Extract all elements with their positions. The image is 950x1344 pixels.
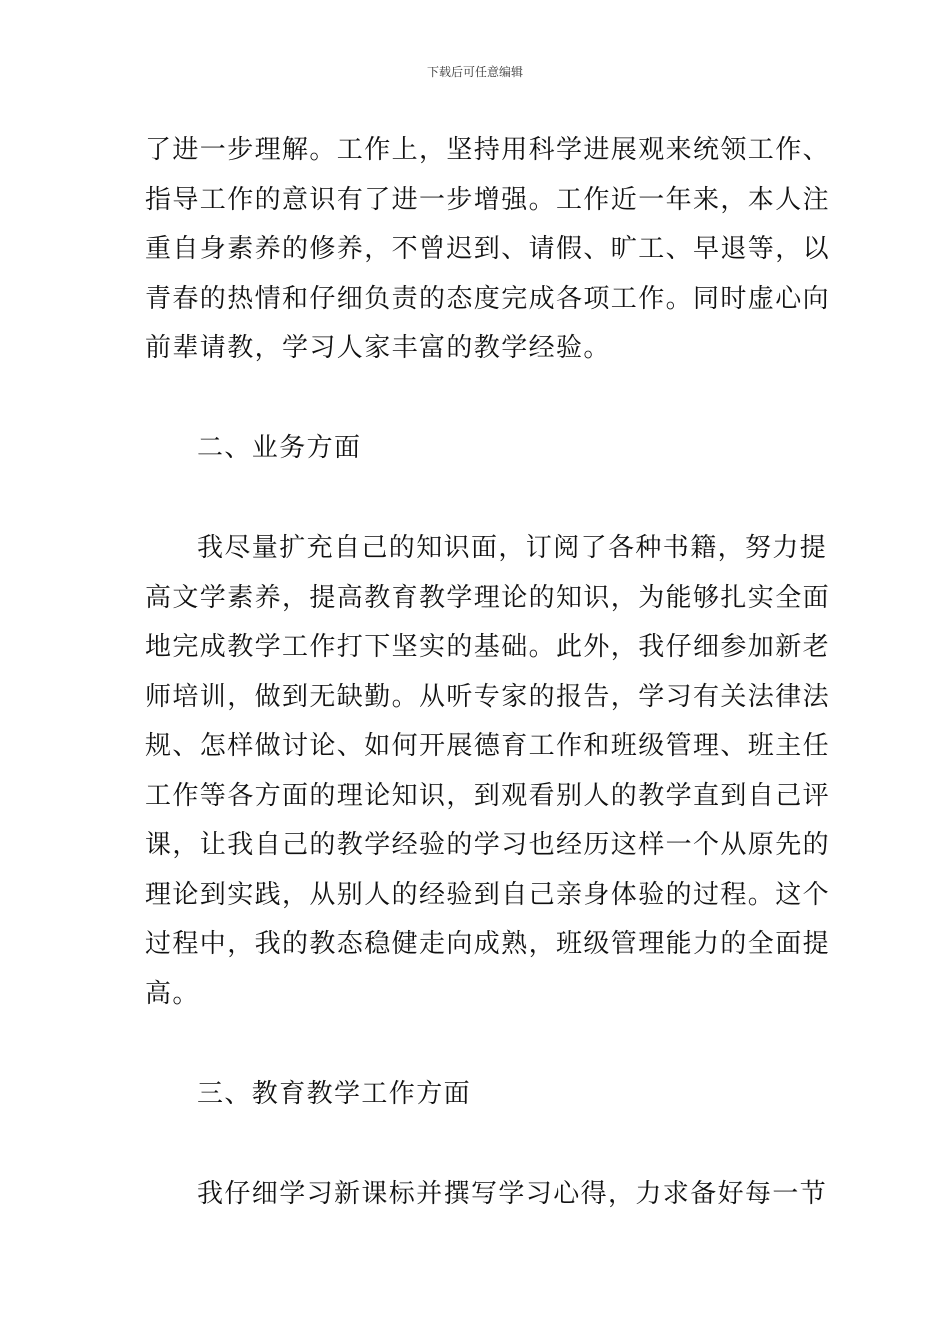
text-line: 重自身素养的修养，不曾迟到、请假、旷工、早退等，以 <box>145 234 831 264</box>
page-header: 下载后可任意编辑 <box>426 65 523 79</box>
text-line: 理论到实践，从别人的经验到自己亲身体验的过程。这个 <box>145 879 831 910</box>
text-line: 地完成教学工作打下坚实的基础。此外，我仔细参加新老 <box>145 632 831 662</box>
text-line: 我仔细学习新课标并撰写学习心得，力求备好每一节 <box>197 1179 828 1209</box>
paragraph-2 <box>145 524 831 1019</box>
heading-text: 三、教育教学工作方面 <box>197 1079 472 1109</box>
text-line: 高文学素养，提高教育教学理论的知识，为能够扎实全面 <box>145 582 831 613</box>
paragraph-3 <box>145 1170 828 1220</box>
text-line: 前辈请教，学习人家丰富的教学经验。 <box>145 333 611 363</box>
text-line: 规、怎样做讨论、如何开展德育工作和班级管理、班主任 <box>145 731 831 761</box>
text-line: 工作等各方面的理论知识，到观看别人的教学直到自己评 <box>145 780 831 811</box>
paragraph-1 <box>145 126 831 374</box>
text-line: 课，让我自己的教学经验的学习也经历这样一个从原先的 <box>145 830 831 860</box>
text-line: 我尽量扩充自己的知识面，订阅了各种书籍，努力提 <box>197 533 828 563</box>
text-line: 高。 <box>145 978 200 1009</box>
section-heading-3 <box>145 1070 807 1120</box>
text-line: 师培训，做到无缺勤。从听专家的报告，学习有关法律法 <box>145 681 831 712</box>
section-heading-2 <box>145 424 807 474</box>
text-line: 指导工作的意识有了进一步增强。工作近一年来，本人注 <box>145 184 831 215</box>
text-line: 过程中，我的教态稳健走向成熟，班级管理能力的全面提 <box>145 929 831 959</box>
text-line: 青春的热情和仔细负责的态度完成各项工作。同时虚心向 <box>145 283 831 314</box>
text-line: 了进一步理解。工作上，坚持用科学进展观来统领工作、 <box>145 135 831 165</box>
heading-text: 二、业务方面 <box>197 433 362 463</box>
